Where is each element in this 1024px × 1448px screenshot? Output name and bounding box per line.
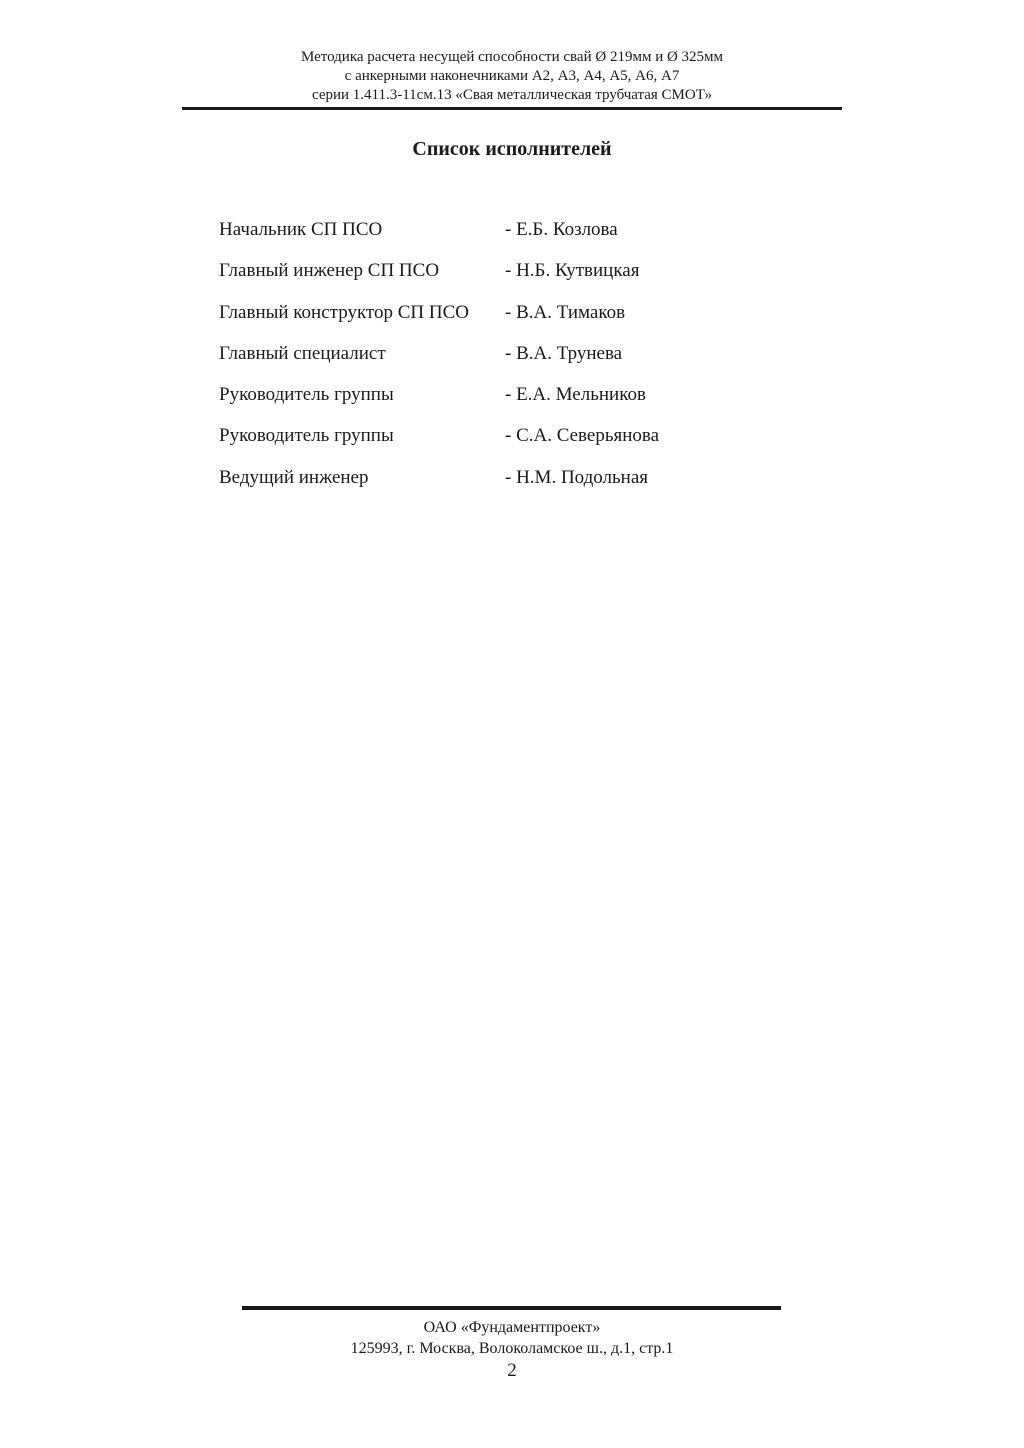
footer-address: 125993, г. Москва, Волоколамское ш., д.1, стр.1	[350, 1340, 674, 1357]
staff-name: - Н.Б. Кутвицкая	[505, 260, 640, 282]
staff-role: Начальник СП ПСО	[219, 219, 383, 240]
header-line-3: серии 1.411.3-11см.13 «Свая металлическая трубчатая СМОТ»	[311, 87, 713, 103]
footer-organization: ОАО «Фундаментпроект»	[423, 1319, 601, 1336]
staff-name: - В.А. Трунева	[505, 342, 623, 364]
header-divider	[182, 107, 842, 110]
staff-name: - Н.М. Подольная	[505, 466, 649, 488]
staff-name: - Е.Б. Козлова	[505, 219, 618, 240]
header-line-2: с анкерными наконечниками А2, А3, А4, А5, А6, А7	[344, 68, 680, 84]
staff-role: Ведущий инженер	[219, 466, 369, 488]
header-line-1: Методика расчета несущей способности свай Ø 219мм и Ø 325мм	[300, 49, 724, 65]
staff-name: - С.А. Северьянова	[505, 425, 660, 447]
page-title: Список исполнителей	[412, 138, 612, 160]
page-footer	[182, 1317, 842, 1359]
page-number: 2	[507, 1360, 517, 1381]
running-header	[182, 48, 842, 105]
staff-role: Руководитель группы	[219, 384, 394, 406]
staff-role: Главный конструктор СП ПСО	[219, 301, 469, 323]
footer-divider	[242, 1306, 781, 1310]
staff-role: Руководитель группы	[219, 425, 394, 447]
staff-role: Главный специалист	[219, 342, 386, 364]
staff-name: - Е.А. Мельников	[505, 384, 646, 406]
staff-role: Главный инженер СП ПСО	[219, 260, 440, 282]
staff-name: - В.А. Тимаков	[505, 301, 626, 323]
